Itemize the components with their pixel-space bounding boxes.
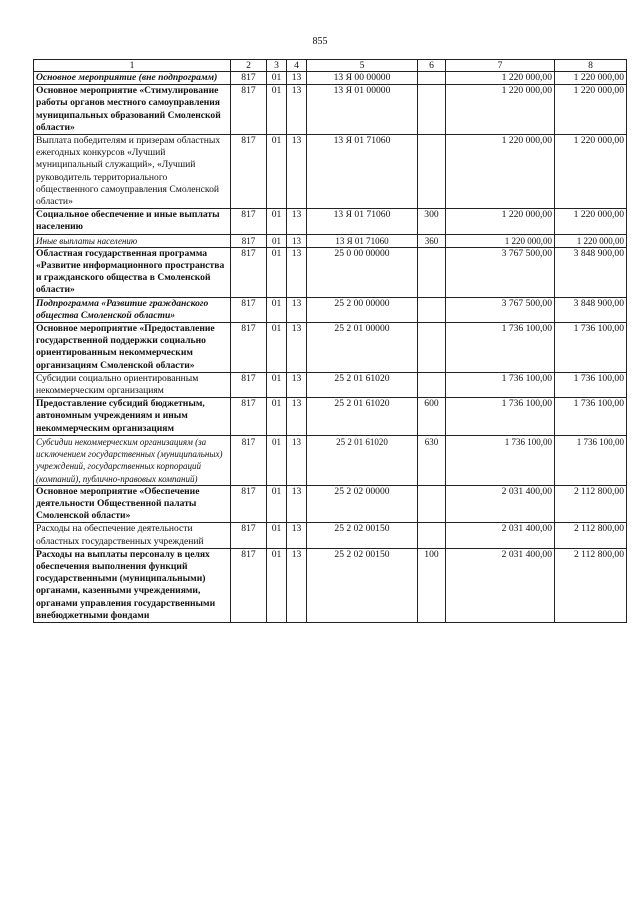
subsection-cell: 13	[287, 485, 307, 523]
expense-type-cell	[418, 323, 446, 373]
admin-code-cell: 817	[231, 297, 267, 322]
section-cell: 01	[267, 548, 287, 622]
amount-year2-cell: 3 848 900,00	[555, 247, 627, 297]
expense-type-cell	[418, 247, 446, 297]
expense-type-cell: 360	[418, 234, 446, 247]
expense-type-cell	[418, 297, 446, 322]
subsection-cell: 13	[287, 85, 307, 135]
table-row	[34, 234, 627, 247]
amount-year2-cell: 2 112 800,00	[555, 485, 627, 523]
admin-code-cell: 817	[231, 523, 267, 548]
subsection-cell: 13	[287, 523, 307, 548]
row-name-cell: Основное мероприятие «Стимулирование работы органов местного самоуправления муниципальных образований Смоленской области»	[34, 85, 231, 135]
subsection-cell: 13	[287, 247, 307, 297]
table-row	[34, 72, 627, 85]
column-header-4: 4	[287, 60, 307, 72]
section-cell: 01	[267, 323, 287, 373]
admin-code-cell: 817	[231, 85, 267, 135]
admin-code-cell: 817	[231, 548, 267, 622]
row-name-cell: Областная государственная программа «Развитие информационного пространства и гражданского общества в Смоленской области»	[34, 247, 231, 297]
row-name-cell: Иные выплаты населению	[34, 234, 231, 247]
row-name-cell: Социальное обеспечение и иные выплаты населению	[34, 209, 231, 234]
target-article-cell: 25 2 01 61020	[307, 435, 418, 485]
section-cell: 01	[267, 72, 287, 85]
section-cell: 01	[267, 523, 287, 548]
section-cell: 01	[267, 85, 287, 135]
row-name-cell: Основное мероприятие «Обеспечение деятельности Общественной палаты Смоленской области»	[34, 485, 231, 523]
expense-type-cell	[418, 372, 446, 397]
amount-year1-cell: 1 220 000,00	[446, 135, 555, 209]
column-header-8: 8	[555, 60, 627, 72]
target-article-cell: 25 2 02 00150	[307, 523, 418, 548]
table-row	[34, 135, 627, 209]
subsection-cell: 13	[287, 372, 307, 397]
column-header-5: 5	[307, 60, 418, 72]
subsection-cell: 13	[287, 234, 307, 247]
amount-year2-cell: 3 848 900,00	[555, 297, 627, 322]
amount-year1-cell: 1 220 000,00	[446, 72, 555, 85]
section-cell: 01	[267, 372, 287, 397]
section-cell: 01	[267, 485, 287, 523]
amount-year2-cell: 2 112 800,00	[555, 548, 627, 622]
section-cell: 01	[267, 234, 287, 247]
amount-year1-cell: 2 031 400,00	[446, 548, 555, 622]
column-header-7: 7	[446, 60, 555, 72]
admin-code-cell: 817	[231, 398, 267, 436]
table-row	[34, 485, 627, 523]
subsection-cell: 13	[287, 548, 307, 622]
amount-year2-cell: 1 220 000,00	[555, 135, 627, 209]
row-name-cell: Подпрограмма «Развитие гражданского общества Смоленской области»	[34, 297, 231, 322]
amount-year1-cell: 1 736 100,00	[446, 398, 555, 436]
expense-type-cell	[418, 85, 446, 135]
row-name-cell: Субсидии некоммерческим организациям (за исключением государственных (муниципальных) учреждений, государственных корпораций (компаний), публично-правовых компаний)	[34, 435, 231, 485]
target-article-cell: 25 0 00 00000	[307, 247, 418, 297]
amount-year2-cell: 1 220 000,00	[555, 85, 627, 135]
subsection-cell: 13	[287, 72, 307, 85]
amount-year2-cell: 1 736 100,00	[555, 398, 627, 436]
subsection-cell: 13	[287, 435, 307, 485]
target-article-cell: 13 Я 01 00000	[307, 85, 418, 135]
amount-year1-cell: 3 767 500,00	[446, 247, 555, 297]
expense-type-cell	[418, 485, 446, 523]
amount-year2-cell: 1 220 000,00	[555, 234, 627, 247]
amount-year1-cell: 1 736 100,00	[446, 372, 555, 397]
header-row	[34, 60, 627, 72]
subsection-cell: 13	[287, 323, 307, 373]
section-cell: 01	[267, 398, 287, 436]
target-article-cell: 25 2 01 00000	[307, 323, 418, 373]
table-row	[34, 323, 627, 373]
target-article-cell: 25 2 00 00000	[307, 297, 418, 322]
table-row	[34, 372, 627, 397]
amount-year1-cell: 1 220 000,00	[446, 85, 555, 135]
section-cell: 01	[267, 247, 287, 297]
amount-year1-cell: 3 767 500,00	[446, 297, 555, 322]
section-cell: 01	[267, 135, 287, 209]
row-name-cell: Субсидии социально ориентированным некоммерческим организациям	[34, 372, 231, 397]
target-article-cell: 25 2 01 61020	[307, 398, 418, 436]
column-header-1: 1	[34, 60, 231, 72]
target-article-cell: 13 Я 01 71060	[307, 209, 418, 234]
subsection-cell: 13	[287, 398, 307, 436]
table-row	[34, 297, 627, 322]
row-name-cell: Предоставление субсидий бюджетным, автономным учреждениям и иным некоммерческим организациям	[34, 398, 231, 436]
amount-year1-cell: 1 736 100,00	[446, 323, 555, 373]
admin-code-cell: 817	[231, 485, 267, 523]
table-row	[34, 85, 627, 135]
subsection-cell: 13	[287, 297, 307, 322]
subsection-cell: 13	[287, 209, 307, 234]
expense-type-cell: 100	[418, 548, 446, 622]
expense-type-cell	[418, 523, 446, 548]
table-row	[34, 247, 627, 297]
amount-year2-cell: 1 736 100,00	[555, 323, 627, 373]
column-header-3: 3	[267, 60, 287, 72]
admin-code-cell: 817	[231, 435, 267, 485]
expense-type-cell: 600	[418, 398, 446, 436]
row-name-cell: Расходы на обеспечение деятельности областных государственных учреждений	[34, 523, 231, 548]
target-article-cell: 25 2 02 00000	[307, 485, 418, 523]
row-name-cell: Основное мероприятие «Предоставление государственной поддержки социально ориентированным некоммерческим организациям Смоленской области»	[34, 323, 231, 373]
target-article-cell: 13 Я 01 71060	[307, 234, 418, 247]
amount-year2-cell: 1 220 000,00	[555, 209, 627, 234]
target-article-cell: 13 Я 00 00000	[307, 72, 418, 85]
admin-code-cell: 817	[231, 247, 267, 297]
section-cell: 01	[267, 297, 287, 322]
table-row	[34, 209, 627, 234]
amount-year2-cell: 1 220 000,00	[555, 72, 627, 85]
column-header-6: 6	[418, 60, 446, 72]
amount-year1-cell: 1 220 000,00	[446, 209, 555, 234]
admin-code-cell: 817	[231, 135, 267, 209]
target-article-cell: 25 2 02 00150	[307, 548, 418, 622]
column-header-2: 2	[231, 60, 267, 72]
budget-table	[33, 59, 627, 623]
subsection-cell: 13	[287, 135, 307, 209]
section-cell: 01	[267, 209, 287, 234]
admin-code-cell: 817	[231, 323, 267, 373]
amount-year1-cell: 2 031 400,00	[446, 523, 555, 548]
expense-type-cell	[418, 135, 446, 209]
table-row	[34, 548, 627, 622]
row-name-cell: Расходы на выплаты персоналу в целях обеспечения выполнения функций государственными (муниципальными) органами, казенными учреждениями, органами управления государственными внебюджетными фондами	[34, 548, 231, 622]
section-cell: 01	[267, 435, 287, 485]
row-name-cell: Основное мероприятие (вне подпрограмм)	[34, 72, 231, 85]
page-number: 855	[312, 36, 328, 47]
expense-type-cell: 630	[418, 435, 446, 485]
admin-code-cell: 817	[231, 234, 267, 247]
row-name-cell: Выплата победителям и призерам областных ежегодных конкурсов «Лучший муниципальный служащий», «Лучший руководитель территориального общественного самоуправления Смоленской области»	[34, 135, 231, 209]
amount-year2-cell: 2 112 800,00	[555, 523, 627, 548]
amount-year2-cell: 1 736 100,00	[555, 435, 627, 485]
target-article-cell: 13 Я 01 71060	[307, 135, 418, 209]
admin-code-cell: 817	[231, 372, 267, 397]
admin-code-cell: 817	[231, 209, 267, 234]
table-row	[34, 523, 627, 548]
amount-year1-cell: 1 220 000,00	[446, 234, 555, 247]
amount-year1-cell: 1 736 100,00	[446, 435, 555, 485]
expense-type-cell	[418, 72, 446, 85]
target-article-cell: 25 2 01 61020	[307, 372, 418, 397]
expense-type-cell: 300	[418, 209, 446, 234]
table-row	[34, 435, 627, 485]
table-row	[34, 398, 627, 436]
admin-code-cell: 817	[231, 72, 267, 85]
table-body	[34, 72, 627, 623]
amount-year2-cell: 1 736 100,00	[555, 372, 627, 397]
amount-year1-cell: 2 031 400,00	[446, 485, 555, 523]
